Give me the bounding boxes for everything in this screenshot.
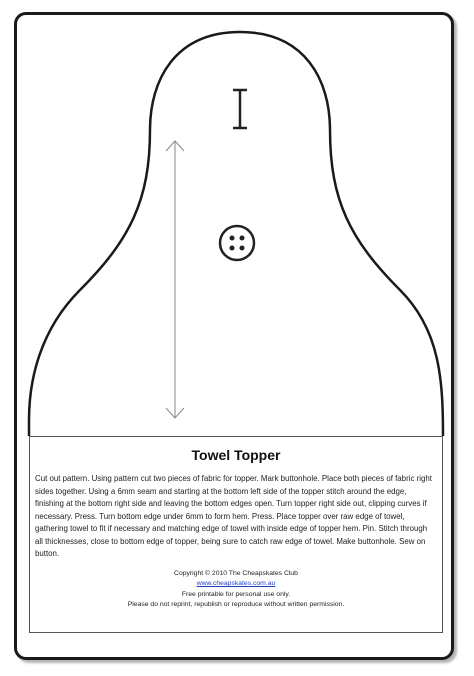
grainline-arrow-icon [166,141,184,418]
instructions-box [29,436,443,633]
license-text: Free printable for personal use only. [181,590,291,598]
copyright-text: Copyright © 2010 The Cheapskates Club [174,569,298,577]
buttonhole-mark-icon [233,90,247,128]
button-icon [220,226,254,260]
reprint-notice: Please do not reprint, republish or reproduce without written permission. [127,601,345,609]
instructions-text: Cut out pattern. Using pattern cut two pieces of fabric for topper. Mark buttonhole. Place both pieces of fabric right sides together. Using a 6mm seam and starting at the bottom left side of the topper stitch around the edge, finishing at the bottom right side and leaving the bottom edges open. Turn topper right side out, clipping curves if necessary. Press. Turn bottom edge under 6mm to form hem. Press. Place topper over raw edge of towel, gathering towel to fit if necessary and matching edge of towel with inside edge of topper hem. Pin. Stitch through all thicknesses, close to bottom edge of topper, being sure to catch raw edge of towel. Make buttonhole. Sew on button. [35,474,432,558]
website-link[interactable]: www.cheapskates.com.au [196,580,276,588]
document-title: Towel Topper [191,447,281,463]
footer [30,569,442,611]
